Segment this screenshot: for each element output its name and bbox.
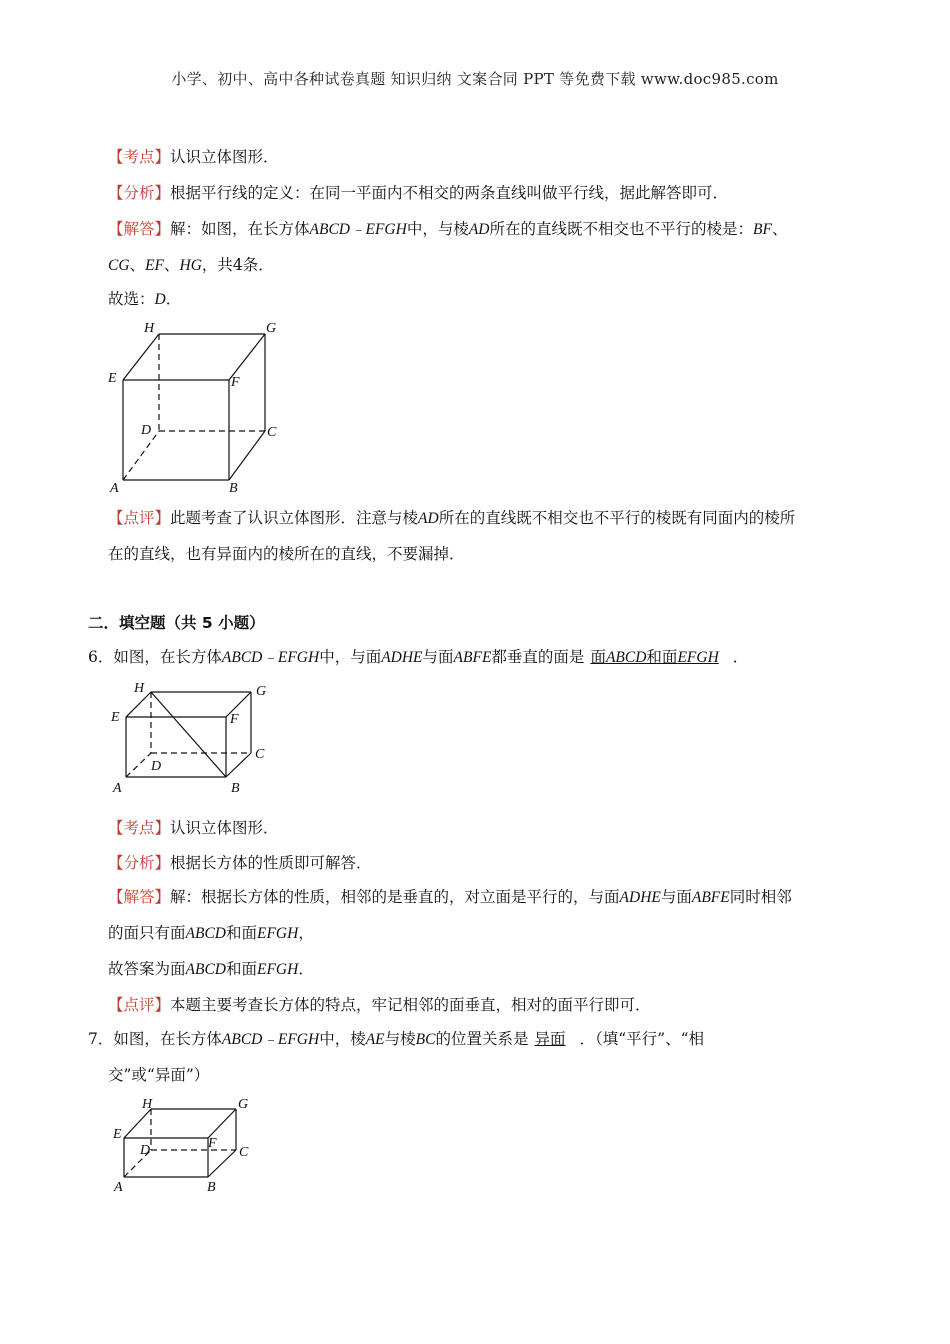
q5-jieda-a: 解：如图，在长方体 <box>170 220 310 238</box>
label-B: B <box>229 481 238 496</box>
q5-dianping <box>108 507 890 530</box>
cuboid-figure-2 <box>108 680 278 800</box>
q6-jieda-tag: 【解答】 <box>108 888 171 906</box>
label-E: E <box>113 1127 122 1142</box>
cuboid-figure-3 <box>108 1093 268 1203</box>
q6-ans-line-f2: EFGH <box>257 961 299 978</box>
q7-answer-blank: 异面 <box>534 1030 566 1048</box>
q5-choice <box>108 288 890 311</box>
edge-FG <box>229 334 265 380</box>
q6-dianping-text: 本题主要考查长方体的特点，牢记相邻的面垂直，相对的面平行即可． <box>170 996 651 1014</box>
q7-e1: AE <box>365 1031 385 1048</box>
q6-b: 中，与面 <box>319 648 382 666</box>
label-A: A <box>110 481 119 496</box>
label-B: B <box>231 781 240 796</box>
q6-ans-f1: ABCD <box>605 649 647 666</box>
q5-kaodian <box>108 146 890 168</box>
q6-jieda-e: 和面 <box>225 924 257 942</box>
fenxi-tag: 【分析】 <box>108 184 171 202</box>
q7-question <box>88 1028 890 1051</box>
label-B: B <box>207 1180 216 1195</box>
edge-EH <box>123 334 159 380</box>
q6-jieda-f: ， <box>298 924 314 942</box>
q6-num: 6． <box>88 648 114 666</box>
q7-e2: BC <box>415 1031 436 1048</box>
q6-kaodian <box>108 817 890 839</box>
q7-c: 与棱 <box>384 1030 416 1048</box>
kaodian-tag: 【考点】 <box>108 148 171 166</box>
label-D: D <box>141 423 152 438</box>
page-header: 小学、初中、高中各种试卷真题 知识归纳 文案合同 PPT 等免费下载 www.doc985.com <box>171 70 779 88</box>
q6-question <box>88 646 890 669</box>
q5-count: 4 <box>232 256 243 274</box>
edge-BC <box>208 1150 236 1177</box>
q6-ans-line-b: 和面 <box>225 960 257 978</box>
q6-ans-line-f1: ABCD <box>185 961 226 978</box>
section-title: 二．填空题（共 5 小题） <box>88 614 265 632</box>
q6-face2: ABFE <box>453 649 492 666</box>
label-G: G <box>238 1097 249 1112</box>
q6-jieda-d: 的面只有面 <box>108 924 186 942</box>
q6-jieda-face1: ADHE <box>619 889 661 906</box>
q6-answer-blank <box>584 646 732 669</box>
q5-jieda-e: 条． <box>242 256 274 274</box>
q6-jieda-cont <box>108 922 890 945</box>
q5-kaodian-text: 认识立体图形． <box>170 148 279 166</box>
edge-AD-hidden <box>126 753 151 777</box>
q5-dianping-edge: AD <box>418 510 439 527</box>
q7-e: ．（填“平行”、“相 <box>579 1030 705 1048</box>
q6-jieda-f2: EFGH <box>257 925 299 942</box>
q7-num: 7． <box>88 1030 114 1048</box>
q5-e3: EF <box>145 257 164 274</box>
label-A: A <box>113 781 122 796</box>
q6-jieda-face2: ABFE <box>691 889 730 906</box>
label-D: D <box>151 759 162 774</box>
q6-fenxi <box>108 852 890 874</box>
label-H: H <box>134 681 145 696</box>
q6-face1: ADHE <box>381 649 423 666</box>
q6-d: 都垂直的面是 <box>491 648 585 666</box>
q5-choice-prefix: 故选： <box>108 290 155 308</box>
q5-e4: HG <box>179 257 202 274</box>
label-F: F <box>208 1136 217 1151</box>
q6-jieda-b: 与面 <box>660 888 692 906</box>
q5-fenxi <box>108 182 890 204</box>
label-F: F <box>230 712 239 727</box>
q6-a: 如图，在长方体 <box>113 648 222 666</box>
edge-BC <box>226 753 251 777</box>
q5-dianping-a: 此题考查了认识立体图形．注意与棱 <box>170 509 419 527</box>
q6-ans-line-c: ． <box>298 960 314 978</box>
label-D: D <box>140 1143 151 1158</box>
q7-solid: ABCD﹣EFGH <box>221 1031 320 1048</box>
q6-ans-b: 和面 <box>646 648 678 666</box>
q5-dianping-cont: 在的直线，也有异面内的棱所在的直线，不要漏掉． <box>108 545 465 563</box>
label-C: C <box>255 747 265 762</box>
label-G: G <box>256 684 267 699</box>
q5-dianping-b: 所在的直线既不相交也不平行的棱既有同面内的棱所 <box>438 509 796 527</box>
edge-AD-hidden <box>123 431 159 480</box>
q6-kaodian-tag: 【考点】 <box>108 819 171 837</box>
q6-answer-line <box>108 958 890 981</box>
q7-a: 如图，在长方体 <box>113 1030 222 1048</box>
q6-fenxi-tag: 【分析】 <box>108 854 171 872</box>
q5-jieda <box>108 218 890 241</box>
q5-edge: AD <box>468 221 490 238</box>
q5-choice-value: D <box>154 291 166 308</box>
q6-solid: ABCD﹣EFGH <box>221 649 320 666</box>
q5-e2: CG <box>108 257 130 274</box>
jieda-tag: 【解答】 <box>108 220 171 238</box>
q6-kaodian-text: 认识立体图形． <box>170 819 279 837</box>
label-G: G <box>266 321 277 336</box>
cuboid-figure-1 <box>108 318 288 498</box>
q6-ans-line-a: 故答案为面 <box>108 960 186 978</box>
q5-sep2: 、 <box>129 256 146 274</box>
q6-jieda-f1: ABCD <box>185 925 226 942</box>
label-A: A <box>114 1180 123 1195</box>
q6-fenxi-text: 根据长方体的性质即可解答． <box>170 854 372 872</box>
q6-dianping-tag: 【点评】 <box>108 996 171 1014</box>
edge-FG <box>208 1109 236 1138</box>
q5-jieda-c: 所在的直线既不相交也不平行的棱是： <box>489 220 754 238</box>
q6-jieda-a: 解：根据长方体的性质，相邻的是垂直的，对立面是平行的，与面 <box>170 888 620 906</box>
q5-fenxi-text: 根据平行线的定义：在同一平面内不相交的两条直线叫做平行线，据此解答即可． <box>170 184 729 202</box>
q6-jieda <box>108 886 890 909</box>
label-C: C <box>267 425 277 440</box>
q6-dianping <box>108 994 890 1016</box>
edge-BC <box>229 431 265 480</box>
q6-ans-f2: EFGH <box>677 649 719 666</box>
q5-choice-end: ． <box>165 290 182 308</box>
label-E: E <box>108 371 117 386</box>
label-C: C <box>239 1145 249 1160</box>
label-H: H <box>142 1097 153 1112</box>
label-E: E <box>111 710 120 725</box>
q5-sep3: 、 <box>164 256 180 274</box>
q6-jieda-c: 同时相邻 <box>729 888 792 906</box>
q5-solid: ABCD﹣EFGH <box>309 221 407 238</box>
q7-question-cont: 交”或“异面”） <box>108 1066 210 1084</box>
q7-b: 中，棱 <box>319 1030 366 1048</box>
q5-jieda-d: ，共 <box>201 256 233 274</box>
label-H: H <box>144 321 155 336</box>
edge-EH <box>124 1109 151 1138</box>
dianping-tag: 【点评】 <box>108 509 171 527</box>
diagonal-HB <box>151 692 226 777</box>
q5-e1: BF <box>753 221 772 238</box>
q5-jieda-cont <box>108 254 890 277</box>
q7-d: 的位置关系是 <box>435 1030 529 1048</box>
q6-end: ． <box>732 648 749 666</box>
q6-c: 与面 <box>422 648 454 666</box>
q5-sep: 、 <box>771 220 788 238</box>
q6-ans-a: 面 <box>590 648 606 666</box>
label-F: F <box>231 375 240 390</box>
q5-jieda-b: 中，与棱 <box>406 220 469 238</box>
